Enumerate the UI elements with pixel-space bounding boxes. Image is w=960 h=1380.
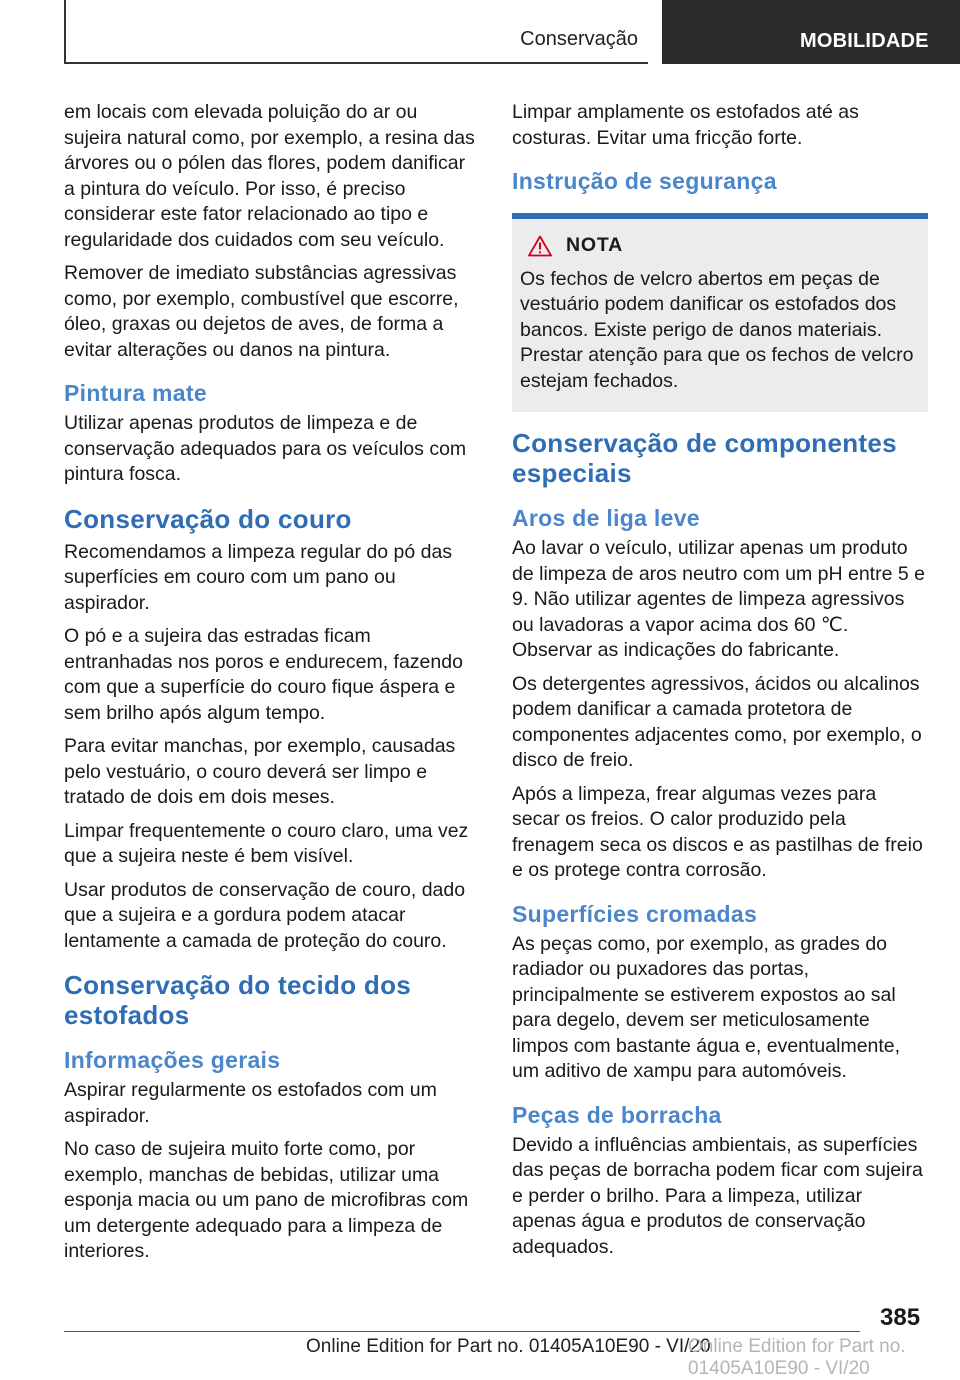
footer-divider [64, 1331, 860, 1332]
heading-superficies-cromadas: Superfícies cromadas [512, 900, 758, 927]
paragraph: Devido a influências ambientais, as superfícies das peças de borracha podem ficar com sujeira e perder o brilho. Para a limpeza, utilizar apenas água e produtos de conservação adequados. [512, 1133, 923, 1258]
paragraph: em locais com elevada poluição do ar ou sujeira natural como, por exemplo, a resina das árvores ou o pólen das flores, podem danificar a pintura do veículo. Por isso, é preciso considerar este fator relacionado ao tipo e regularidade dos cuidados com seu veículo. [64, 101, 475, 251]
footer-edition-text: Online Edition for Part no. 01405A10E90 - VI/20 [306, 1336, 711, 1357]
page-number: 385 [880, 1304, 921, 1331]
paragraph: Após a limpeza, frear algumas vezes para secar os freios. O calor produzido pela frenagem seca os discos e as pastilhas de freio e os protege contra corrosão. [512, 782, 923, 881]
notice-text: Os fechos de velcro abertos em peças de vestuário podem danificar os estofados dos bancos. Existe perigo de danos materiais. Prestar atenção para que os fechos de velcro estejam fechados. [520, 267, 914, 392]
paragraph: Para evitar manchas, por exemplo, causadas pelo vestuário, o couro deverá ser limpo e tratado de dois em dois meses. [64, 735, 456, 808]
notice-title: NOTA [566, 234, 623, 256]
paragraph: Os detergentes agressivos, ácidos ou alcalinos podem danificar a camada protetora de componentes adjacentes como, por exemplo, o disco de freio. [512, 672, 922, 771]
header-section-title: Conservação [520, 28, 638, 50]
paragraph: No caso de sujeira muito forte como, por exemplo, manchas de bebidas, utilizar uma esponja macia ou um pano de microfibras com um detergente adequado para a limpeza de interiores. [64, 1138, 469, 1262]
paragraph: Ao lavar o veículo, utilizar apenas um produto de limpeza de aros neutro com um pH entre 5 e 9. Não utilizar agentes de limpeza agressivos ou lavadoras a vapor acima dos 60 ℃. Observar as indicações do fabricante. [512, 537, 925, 661]
paragraph: Usar produtos de conservação de couro, dado que a sujeira e a gordura podem atacar lentamente a camada de proteção do couro. [64, 878, 466, 952]
left-column [64, 100, 480, 1273]
paragraph: Limpar frequentemente o couro claro, uma vez que a sujeira neste é bem visível. [64, 819, 469, 867]
notice-box [512, 213, 928, 412]
heading-conservacao-componentes: Conservação de componentes especiais [512, 428, 897, 488]
paragraph: Utilizar apenas produtos de limpeza e de conservação adequados para os veículos com pintura fosca. [64, 412, 467, 485]
notice-header [520, 233, 920, 259]
paragraph: Remover de imediato substâncias agressivas como, por exemplo, combustível que escorre, óleo, graxas ou dejetos de aves, de forma a evitar alterações ou danos na pintura. [64, 262, 459, 361]
heading-pintura-mate: Pintura mate [64, 380, 207, 406]
right-column [512, 100, 928, 1268]
heading-conservacao-couro: Conservação do couro [64, 503, 352, 534]
heading-pecas-borracha: Peças de borracha [512, 1101, 722, 1128]
header-chapter-tab[interactable]: MOBILIDADE [662, 0, 960, 64]
paragraph: As peças como, por exemplo, as grades do radiador ou puxadores das portas, principalmente se estiverem expostos ao sal para degelo, devem ser meticulosamente limpos com bastante água e, eventualmente, um aditivo de xampu para automóveis. [512, 932, 901, 1082]
heading-informacoes-gerais: Informações gerais [64, 1047, 281, 1073]
paragraph: Aspirar regularmente os estofados com um aspirador. [64, 1079, 437, 1127]
heading-instrucao-seguranca: Instrução de segurança [512, 168, 777, 194]
heading-conservacao-tecido: Conservação do tecido dos estofados [64, 970, 412, 1030]
warning-triangle-icon [528, 235, 552, 257]
paragraph: Limpar amplamente os estofados até as costuras. Evitar uma fricção forte. [512, 101, 859, 149]
paragraph: Recomendamos a limpeza regular do pó das superfícies em couro com um pano ou aspirador. [64, 540, 453, 614]
watermark-text: Online Edition for Part no. 01405A10E90 - VI/20 [688, 1336, 906, 1379]
heading-aros-liga-leve: Aros de liga leve [512, 505, 700, 531]
paragraph: O pó e a sujeira das estradas ficam entranhadas nos poros e endurecem, fazendo com que a superfície do couro fique áspera e sem brilho após algum tempo. [64, 625, 463, 724]
